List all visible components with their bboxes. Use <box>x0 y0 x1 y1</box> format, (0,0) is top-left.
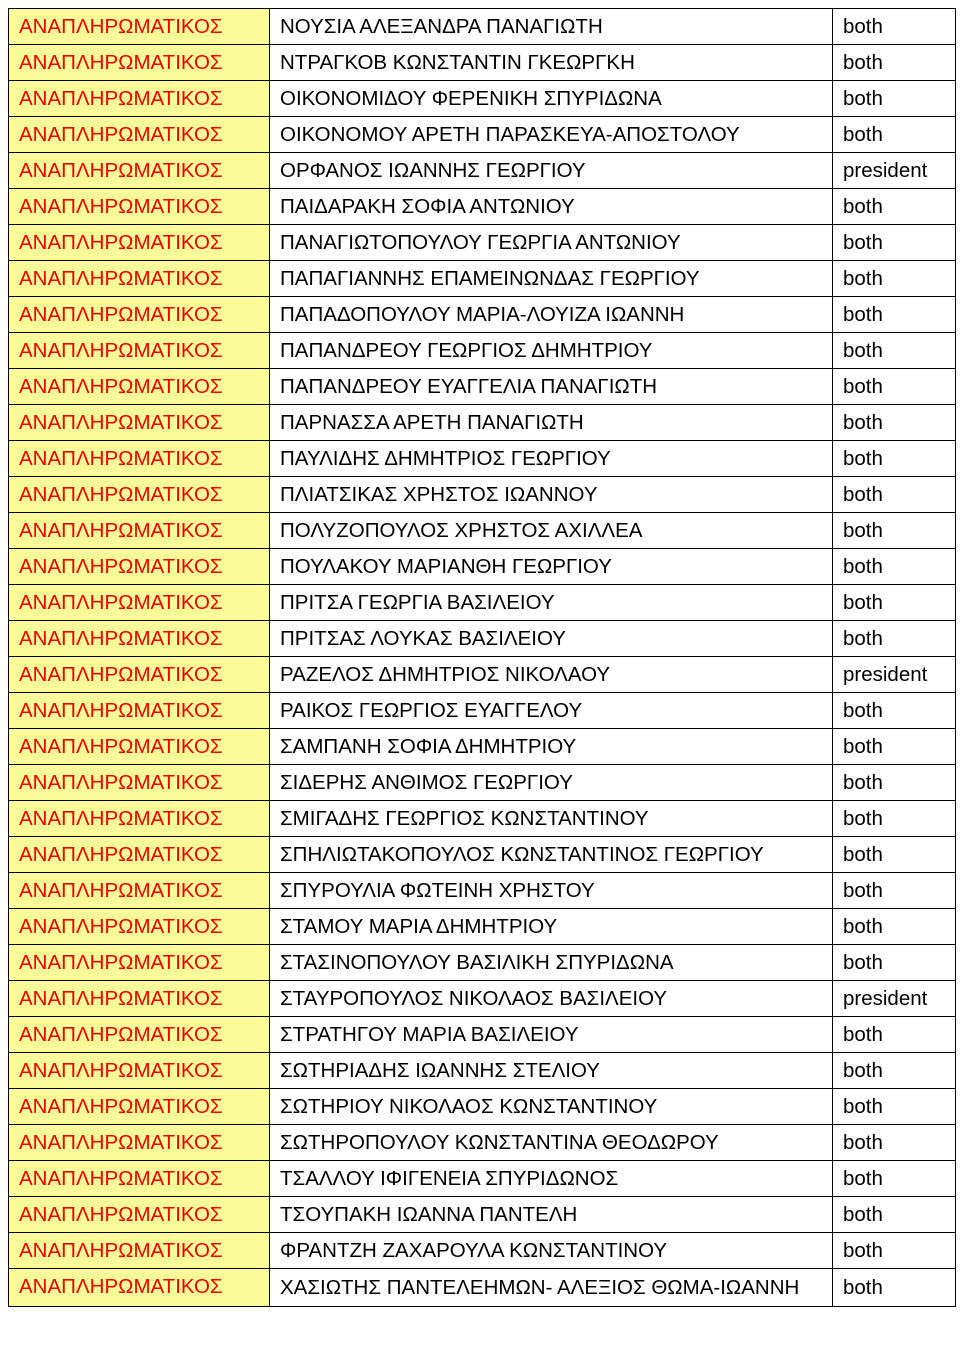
table-row <box>9 1233 956 1269</box>
name-cell: ΤΣΟΥΠΑΚΗ ΙΩΑΝΝΑ ΠΑΝΤΕΛΗ <box>270 1197 833 1233</box>
name-cell: ΠΑΠΑΓΙΑΝΝΗΣ ΕΠΑΜΕΙΝΩΝΔΑΣ ΓΕΩΡΓΙΟΥ <box>270 261 833 297</box>
table-row <box>9 1197 956 1233</box>
category-cell: ΑΝΑΠΛΗΡΩΜΑΤΙΚΟΣ <box>9 549 270 585</box>
name-cell: ΠΑΙΔΑΡΑΚΗ ΣΟΦΙΑ ΑΝΤΩΝΙΟΥ <box>270 189 833 225</box>
role-cell: both <box>833 513 956 549</box>
table-row <box>9 297 956 333</box>
category-cell: ΑΝΑΠΛΗΡΩΜΑΤΙΚΟΣ <box>9 1197 270 1233</box>
table-row <box>9 369 956 405</box>
name-cell: ΠΑΥΛΙΔΗΣ ΔΗΜΗΤΡΙΟΣ ΓΕΩΡΓΙΟΥ <box>270 441 833 477</box>
category-cell: ΑΝΑΠΛΗΡΩΜΑΤΙΚΟΣ <box>9 1269 270 1307</box>
name-cell: ΡΑΖΕΛΟΣ ΔΗΜΗΤΡΙΟΣ ΝΙΚΟΛΑΟΥ <box>270 657 833 693</box>
role-cell: both <box>833 549 956 585</box>
category-cell: ΑΝΑΠΛΗΡΩΜΑΤΙΚΟΣ <box>9 81 270 117</box>
category-cell: ΑΝΑΠΛΗΡΩΜΑΤΙΚΟΣ <box>9 585 270 621</box>
category-cell: ΑΝΑΠΛΗΡΩΜΑΤΙΚΟΣ <box>9 333 270 369</box>
name-cell: ΠΛΙΑΤΣΙΚΑΣ ΧΡΗΣΤΟΣ ΙΩΑΝΝΟΥ <box>270 477 833 513</box>
table-row <box>9 693 956 729</box>
name-cell: ΠΡΙΤΣΑ ΓΕΩΡΓΙΑ ΒΑΣΙΛΕΙΟΥ <box>270 585 833 621</box>
table-row <box>9 189 956 225</box>
table-row <box>9 837 956 873</box>
name-cell: ΣΤΑΜΟΥ ΜΑΡΙΑ ΔΗΜΗΤΡΙΟΥ <box>270 909 833 945</box>
name-cell: ΠΑΠΑΝΔΡΕΟΥ ΓΕΩΡΓΙΟΣ ΔΗΜΗΤΡΙΟΥ <box>270 333 833 369</box>
role-cell: both <box>833 81 956 117</box>
table-row <box>9 1053 956 1089</box>
name-cell: ΣΜΙΓΑΔΗΣ ΓΕΩΡΓΙΟΣ ΚΩΝΣΤΑΝΤΙΝΟΥ <box>270 801 833 837</box>
table-row <box>9 585 956 621</box>
category-cell: ΑΝΑΠΛΗΡΩΜΑΤΙΚΟΣ <box>9 657 270 693</box>
table-row <box>9 441 956 477</box>
table-row <box>9 333 956 369</box>
role-cell: both <box>833 225 956 261</box>
category-cell: ΑΝΑΠΛΗΡΩΜΑΤΙΚΟΣ <box>9 729 270 765</box>
role-cell: both <box>833 1089 956 1125</box>
role-cell: both <box>833 1233 956 1269</box>
category-cell: ΑΝΑΠΛΗΡΩΜΑΤΙΚΟΣ <box>9 981 270 1017</box>
table-row <box>9 981 956 1017</box>
table-row <box>9 873 956 909</box>
role-cell: president <box>833 981 956 1017</box>
table-row <box>9 1125 956 1161</box>
category-cell: ΑΝΑΠΛΗΡΩΜΑΤΙΚΟΣ <box>9 117 270 153</box>
name-cell: ΦΡΑΝΤΖΗ ΖΑΧΑΡΟΥΛΑ ΚΩΝΣΤΑΝΤΙΝΟΥ <box>270 1233 833 1269</box>
role-cell: both <box>833 693 956 729</box>
name-cell: ΡΑΙΚΟΣ ΓΕΩΡΓΙΟΣ ΕΥΑΓΓΕΛΟΥ <box>270 693 833 729</box>
role-cell: both <box>833 45 956 81</box>
category-cell: ΑΝΑΠΛΗΡΩΜΑΤΙΚΟΣ <box>9 513 270 549</box>
table-row <box>9 729 956 765</box>
role-cell: both <box>833 837 956 873</box>
name-cell: ΤΣΑΛΛΟΥ ΙΦΙΓΕΝΕΙΑ ΣΠΥΡΙΔΩΝΟΣ <box>270 1161 833 1197</box>
table-row <box>9 945 956 981</box>
category-cell: ΑΝΑΠΛΗΡΩΜΑΤΙΚΟΣ <box>9 909 270 945</box>
role-cell: both <box>833 873 956 909</box>
category-cell: ΑΝΑΠΛΗΡΩΜΑΤΙΚΟΣ <box>9 153 270 189</box>
table-row <box>9 1017 956 1053</box>
name-cell: ΠΟΛΥΖΟΠΟΥΛΟΣ ΧΡΗΣΤΟΣ ΑΧΙΛΛΕΑ <box>270 513 833 549</box>
name-cell: ΠΑΠΑΝΔΡΕΟΥ ΕΥΑΓΓΕΛΙΑ ΠΑΝΑΓΙΩΤΗ <box>270 369 833 405</box>
table-row <box>9 405 956 441</box>
name-cell: ΣΩΤΗΡΟΠΟΥΛΟΥ ΚΩΝΣΤΑΝΤΙΝΑ ΘΕΟΔΩΡΟΥ <box>270 1125 833 1161</box>
category-cell: ΑΝΑΠΛΗΡΩΜΑΤΙΚΟΣ <box>9 621 270 657</box>
role-cell: both <box>833 765 956 801</box>
category-cell: ΑΝΑΠΛΗΡΩΜΑΤΙΚΟΣ <box>9 477 270 513</box>
name-cell: ΣΑΜΠΑΝΗ ΣΟΦΙΑ ΔΗΜΗΤΡΙΟΥ <box>270 729 833 765</box>
name-cell: ΧΑΣΙΩΤΗΣ ΠΑΝΤΕΛΕΗΜΩΝ- ΑΛΕΞΙΟΣ ΘΩΜΑ-ΙΩΑΝΝΗ <box>270 1269 833 1307</box>
category-cell: ΑΝΑΠΛΗΡΩΜΑΤΙΚΟΣ <box>9 873 270 909</box>
table-row <box>9 621 956 657</box>
role-cell: both <box>833 621 956 657</box>
category-cell: ΑΝΑΠΛΗΡΩΜΑΤΙΚΟΣ <box>9 261 270 297</box>
role-cell: both <box>833 477 956 513</box>
category-cell: ΑΝΑΠΛΗΡΩΜΑΤΙΚΟΣ <box>9 693 270 729</box>
name-cell: ΣΩΤΗΡΙΟΥ ΝΙΚΟΛΑΟΣ ΚΩΝΣΤΑΝΤΙΝΟΥ <box>270 1089 833 1125</box>
role-cell: both <box>833 729 956 765</box>
category-cell: ΑΝΑΠΛΗΡΩΜΑΤΙΚΟΣ <box>9 1053 270 1089</box>
category-cell: ΑΝΑΠΛΗΡΩΜΑΤΙΚΟΣ <box>9 1125 270 1161</box>
role-cell: both <box>833 405 956 441</box>
category-cell: ΑΝΑΠΛΗΡΩΜΑΤΙΚΟΣ <box>9 225 270 261</box>
name-cell: ΣΩΤΗΡΙΑΔΗΣ ΙΩΑΝΝΗΣ ΣΤΕΛΙΟΥ <box>270 1053 833 1089</box>
name-cell: ΟΡΦΑΝΟΣ ΙΩΑΝΝΗΣ ΓΕΩΡΓΙΟΥ <box>270 153 833 189</box>
table-row <box>9 81 956 117</box>
table-row <box>9 801 956 837</box>
category-cell: ΑΝΑΠΛΗΡΩΜΑΤΙΚΟΣ <box>9 1017 270 1053</box>
role-cell: both <box>833 1125 956 1161</box>
category-cell: ΑΝΑΠΛΗΡΩΜΑΤΙΚΟΣ <box>9 1233 270 1269</box>
role-cell: both <box>833 297 956 333</box>
role-cell: both <box>833 369 956 405</box>
category-cell: ΑΝΑΠΛΗΡΩΜΑΤΙΚΟΣ <box>9 765 270 801</box>
members-table-body <box>9 9 956 1307</box>
members-table <box>8 8 956 1307</box>
table-row <box>9 1161 956 1197</box>
table-row <box>9 909 956 945</box>
table-row <box>9 1089 956 1125</box>
name-cell: ΟΙΚΟΝΟΜΟΥ ΑΡΕΤΗ ΠΑΡΑΣΚΕΥΑ-ΑΠΟΣΤΟΛΟΥ <box>270 117 833 153</box>
role-cell: both <box>833 1053 956 1089</box>
role-cell: both <box>833 1269 956 1307</box>
table-row <box>9 117 956 153</box>
name-cell: ΝΤΡΑΓΚΟΒ ΚΩΝΣΤΑΝΤΙΝ ΓΚΕΩΡΓΚΗ <box>270 45 833 81</box>
role-cell: both <box>833 1017 956 1053</box>
category-cell: ΑΝΑΠΛΗΡΩΜΑΤΙΚΟΣ <box>9 441 270 477</box>
name-cell: ΣΠΥΡΟΥΛΙΑ ΦΩΤΕΙΝΗ ΧΡΗΣΤΟΥ <box>270 873 833 909</box>
name-cell: ΣΤΑΣΙΝΟΠΟΥΛΟΥ ΒΑΣΙΛΙΚΗ ΣΠΥΡΙΔΩΝΑ <box>270 945 833 981</box>
table-row <box>9 513 956 549</box>
table-row <box>9 477 956 513</box>
table-row <box>9 9 956 45</box>
category-cell: ΑΝΑΠΛΗΡΩΜΑΤΙΚΟΣ <box>9 297 270 333</box>
role-cell: president <box>833 657 956 693</box>
table-row <box>9 765 956 801</box>
category-cell: ΑΝΑΠΛΗΡΩΜΑΤΙΚΟΣ <box>9 801 270 837</box>
name-cell: ΠΑΝΑΓΙΩΤΟΠΟΥΛΟΥ ΓΕΩΡΓΙΑ ΑΝΤΩΝΙΟΥ <box>270 225 833 261</box>
table-row <box>9 261 956 297</box>
category-cell: ΑΝΑΠΛΗΡΩΜΑΤΙΚΟΣ <box>9 9 270 45</box>
role-cell: both <box>833 909 956 945</box>
role-cell: both <box>833 261 956 297</box>
category-cell: ΑΝΑΠΛΗΡΩΜΑΤΙΚΟΣ <box>9 945 270 981</box>
category-cell: ΑΝΑΠΛΗΡΩΜΑΤΙΚΟΣ <box>9 1161 270 1197</box>
role-cell: both <box>833 1161 956 1197</box>
table-row <box>9 225 956 261</box>
role-cell: both <box>833 801 956 837</box>
table-row <box>9 153 956 189</box>
name-cell: ΝΟΥΣΙΑ ΑΛΕΞΑΝΔΡΑ ΠΑΝΑΓΙΩΤΗ <box>270 9 833 45</box>
category-cell: ΑΝΑΠΛΗΡΩΜΑΤΙΚΟΣ <box>9 837 270 873</box>
name-cell: ΠΡΙΤΣΑΣ ΛΟΥΚΑΣ ΒΑΣΙΛΕΙΟΥ <box>270 621 833 657</box>
category-cell: ΑΝΑΠΛΗΡΩΜΑΤΙΚΟΣ <box>9 45 270 81</box>
name-cell: ΟΙΚΟΝΟΜΙΔΟΥ ΦΕΡΕΝΙΚΗ ΣΠΥΡΙΔΩΝΑ <box>270 81 833 117</box>
role-cell: both <box>833 9 956 45</box>
name-cell: ΠΑΡΝΑΣΣΑ ΑΡΕΤΗ ΠΑΝΑΓΙΩΤΗ <box>270 405 833 441</box>
role-cell: president <box>833 153 956 189</box>
name-cell: ΠΑΠΑΔΟΠΟΥΛΟΥ ΜΑΡΙΑ-ΛΟΥΙΖΑ ΙΩΑΝΝΗ <box>270 297 833 333</box>
name-cell: ΣΤΑΥΡΟΠΟΥΛΟΣ ΝΙΚΟΛΑΟΣ ΒΑΣΙΛΕΙΟΥ <box>270 981 833 1017</box>
table-row <box>9 657 956 693</box>
name-cell: ΣΤΡΑΤΗΓΟΥ ΜΑΡΙΑ ΒΑΣΙΛΕΙΟΥ <box>270 1017 833 1053</box>
table-row <box>9 1269 956 1307</box>
name-cell: ΠΟΥΛΑΚΟΥ ΜΑΡΙΑΝΘΗ ΓΕΩΡΓΙΟΥ <box>270 549 833 585</box>
role-cell: both <box>833 333 956 369</box>
role-cell: both <box>833 1197 956 1233</box>
role-cell: both <box>833 585 956 621</box>
category-cell: ΑΝΑΠΛΗΡΩΜΑΤΙΚΟΣ <box>9 405 270 441</box>
table-row <box>9 549 956 585</box>
table-row <box>9 45 956 81</box>
name-cell: ΣΙΔΕΡΗΣ ΑΝΘΙΜΟΣ ΓΕΩΡΓΙΟΥ <box>270 765 833 801</box>
category-cell: ΑΝΑΠΛΗΡΩΜΑΤΙΚΟΣ <box>9 369 270 405</box>
category-cell: ΑΝΑΠΛΗΡΩΜΑΤΙΚΟΣ <box>9 189 270 225</box>
role-cell: both <box>833 945 956 981</box>
role-cell: both <box>833 117 956 153</box>
category-cell: ΑΝΑΠΛΗΡΩΜΑΤΙΚΟΣ <box>9 1089 270 1125</box>
role-cell: both <box>833 441 956 477</box>
name-cell: ΣΠΗΛΙΩΤΑΚΟΠΟΥΛΟΣ ΚΩΝΣΤΑΝΤΙΝΟΣ ΓΕΩΡΓΙΟΥ <box>270 837 833 873</box>
role-cell: both <box>833 189 956 225</box>
